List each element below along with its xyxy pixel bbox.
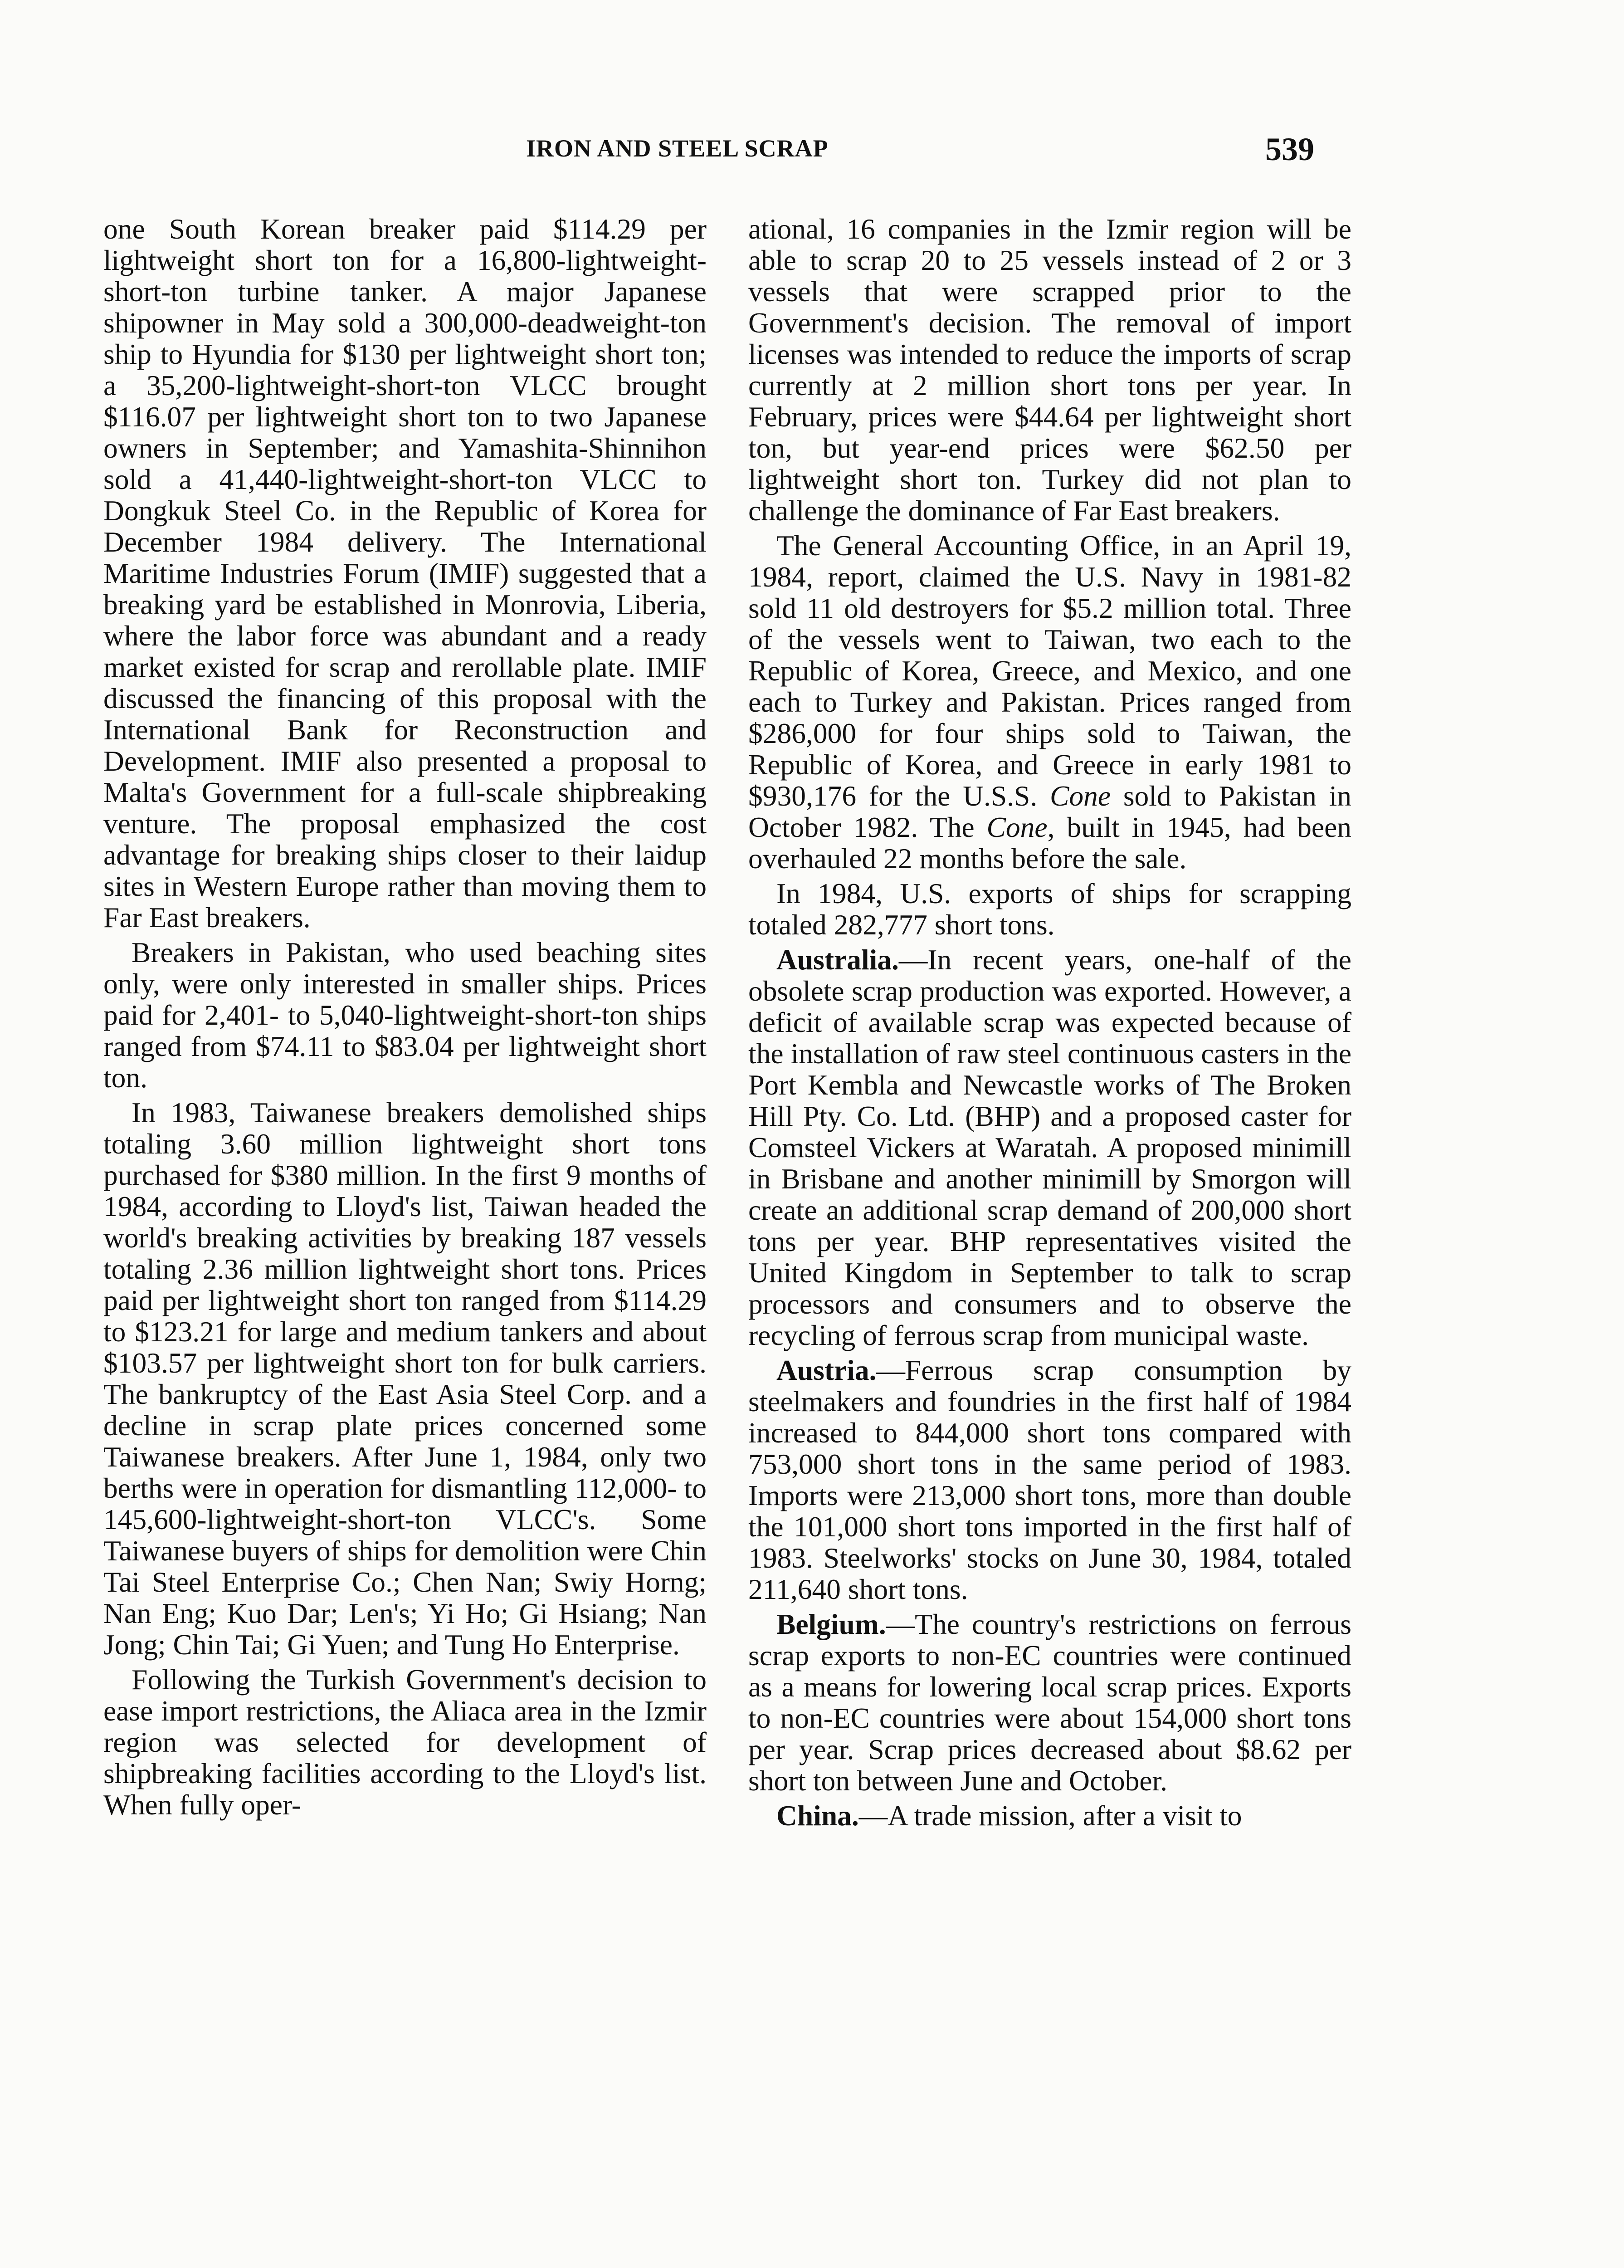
country-heading-austria: Austria.	[776, 1354, 877, 1386]
paragraph-australia	[748, 944, 1351, 1351]
right-column	[748, 213, 1351, 1835]
paragraph-us-exports: In 1984, U.S. exports of ships for scrapping totaled 282,777 short tons.	[748, 877, 1351, 941]
paragraph-turkey-continued: ational, 16 companies in the Izmir region will be able to scrap 20 to 25 vessels instead of 2 or 3 vessels that were scrapped prior to the Government's decision. The removal of import licenses was intended to reduce the imports of scrap currently at 2 million short tons per year. In February, prices were $44.64 per lightweight short ton, but year-end prices were $62.50 per lightweight short ton. Turkey did not plan to challenge the dominance of Far East breakers.	[748, 213, 1351, 527]
paragraph-austria	[748, 1354, 1351, 1605]
paragraph-belgium	[748, 1608, 1351, 1796]
gao-text-b: sold to Pakistan in October 1982. The	[748, 780, 1351, 843]
ship-name-cone: Cone	[986, 811, 1048, 843]
running-head: IRON AND STEEL SCRAP	[526, 135, 829, 162]
ship-name-cone: Cone	[1050, 780, 1111, 812]
paragraph-pakistan: Breakers in Pakistan, who used beaching sites only, were only interested in smaller ships. Prices paid for 2,401- to 5,040-lightweight-short-ton ships ranged from $74.11 to $83.04 per lightweight short ton.	[103, 936, 707, 1094]
austria-text: —Ferrous scrap consumption by steelmakers and foundries in the first half of 1984 increased to 844,000 short tons compared with 753,000 short tons in the same period of 1983. Imports were 213,000 short tons, more than double the 101,000 short tons imported in the first half of 1983. Steelworks' stocks on June 30, 1984, totaled 211,640 short tons.	[748, 1354, 1351, 1605]
paragraph-turkey: Following the Turkish Government's decision to ease import restrictions, the Aliaca area in the Izmir region was selected for development of shipbreaking facilities according to the Lloyd's list. When fully oper-	[103, 1663, 707, 1821]
australia-text: —In recent years, one-half of the obsolete scrap production was exported. However, a deficit of available scrap was expected because of the installation of raw steel continuous casters in the Port Kembla and Newcastle works of The Broken Hill Pty. Co. Ltd. (BHP) and a proposed caster for Comsteel Vickers at Waratah. A proposed minimill in Brisbane and another minimill by Smorgon will create an additional scrap demand of 200,000 short tons per year. BHP representatives visited the United Kingdom in September to talk to scrap processors and consumers and to observe the recycling of ferrous scrap from municipal waste.	[748, 943, 1351, 1351]
country-heading-china: China.	[776, 1799, 859, 1832]
gao-text-a: The General Accounting Office, in an April 19, 1984, report, claimed the U.S. Navy in 1981-82 sold 11 old destroyers for $5.2 million total. Three of the vessels went to Taiwan, two each to the Republic of Korea, Greece, and Mexico, and one each to Turkey and Pakistan. Prices ranged from $286,000 for four ships sold to Taiwan, the Republic of Korea, and Greece in early 1981 to $930,176 for the U.S.S.	[748, 529, 1351, 812]
country-heading-belgium: Belgium.	[776, 1608, 886, 1640]
belgium-text: —The country's restrictions on ferrous scrap exports to non-EC countries were continued as a means for lowering local scrap prices. Exports to non-EC countries were about 154,000 short tons per year. Scrap prices decreased about $8.62 per short ton between June and October.	[748, 1608, 1351, 1797]
paragraph-china	[748, 1800, 1351, 1831]
paragraph-korea-japan-imif: one South Korean breaker paid $114.29 per lightweight short ton for a 16,800-lightweight-short-ton turbine tanker. A major Japanese shipowner in May sold a 300,000-deadweight-ton ship to Hyundia for $130 per lightweight short ton; a 35,200-lightweight-short-ton VLCC brought $116.07 per lightweight short ton to two Japanese owners in September; and Yamashita-Shinnihon sold a 41,440-lightweight-short-ton VLCC to Dongkuk Steel Co. in the Republic of Korea for December 1984 delivery. The International Maritime Industries Forum (IMIF) suggested that a breaking yard be established in Monrovia, Liberia, where the labor force was abundant and a ready market existed for scrap and rerollable plate. IMIF discussed the financing of this proposal with the International Bank for Reconstruction and Development. IMIF also presented a proposal to Malta's Government for a full-scale shipbreaking venture. The proposal emphasized the cost advantage for breaking ships closer to their laidup sites in Western Europe rather than moving them to Far East breakers.	[103, 213, 707, 934]
china-text: —A trade mission, after a visit to	[858, 1799, 1242, 1832]
paragraph-gao-report	[748, 530, 1351, 874]
gao-text-c: , built in 1945, had been overhauled 22 months before the sale.	[748, 811, 1352, 875]
paragraph-taiwan: In 1983, Taiwanese breakers demolished ships totaling 3.60 million lightweight short tons purchased for $380 million. In the first 9 months of 1984, according to Lloyd's list, Taiwan headed the world's breaking activities by breaking 187 vessels totaling 2.36 million lightweight short tons. Prices paid per lightweight short ton ranged from $114.29 to $123.21 for large and medium tankers and about $103.57 per lightweight short ton for bulk carriers. The bankruptcy of the East Asia Steel Corp. and a decline in scrap plate prices concerned some Taiwanese breakers. After June 1, 1984, only two berths were in operation for dismantling 112,000- to 145,600-lightweight-short-ton VLCC's. Some Taiwanese buyers of ships for demolition were Chin Tai Steel Enterprise Co.; Chen Nan; Swiy Horng; Nan Eng; Kuo Dar; Len's; Yi Ho; Gi Hsiang; Nan Jong; Chin Tai; Gi Yuen; and Tung Ho Enterprise.	[103, 1096, 707, 1661]
page-number: 539	[1265, 131, 1314, 167]
left-column	[103, 213, 707, 1824]
country-heading-australia: Australia.	[776, 943, 899, 976]
